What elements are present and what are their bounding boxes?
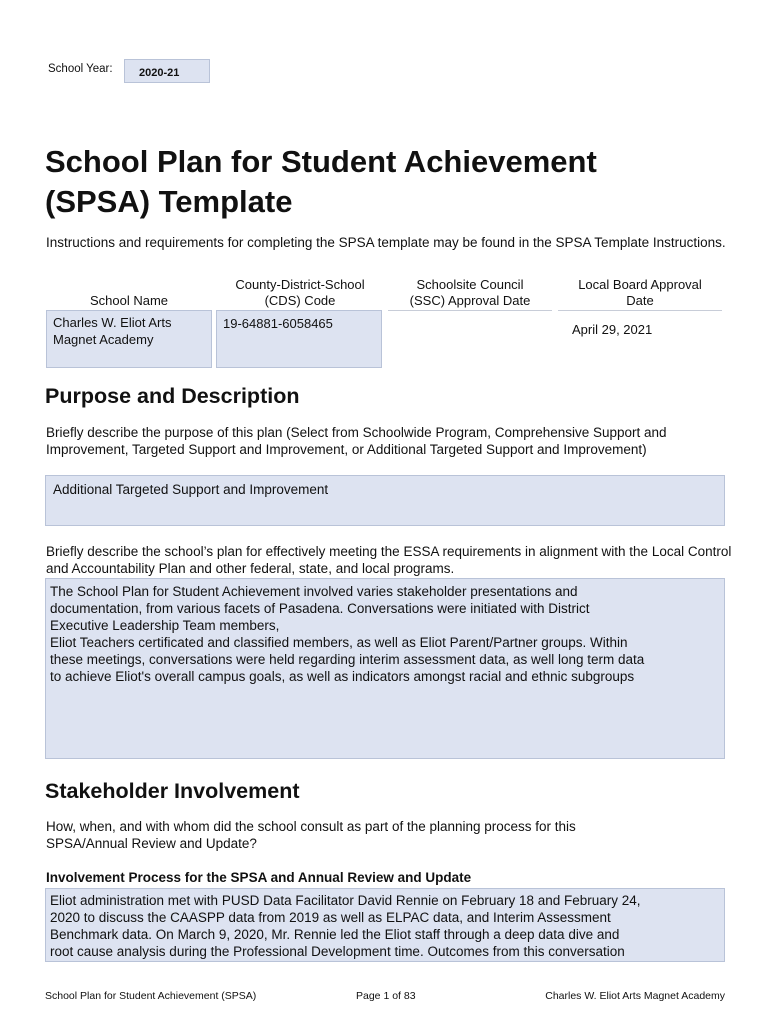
involvement-answer-field[interactable]: [45, 888, 725, 962]
ssc-date-field[interactable]: [388, 310, 552, 368]
header-cds-line-2: (CDS) Code: [264, 293, 336, 308]
school-name-field[interactable]: Charles W. Eliot Arts Magnet Academy: [46, 310, 212, 368]
header-cds-code: [216, 277, 384, 309]
header-ssc-date: [388, 277, 552, 309]
school-year-label: School Year:: [48, 63, 113, 75]
title-line-1: School Plan for Student Achievement: [45, 144, 597, 179]
header-underline: [558, 310, 722, 311]
header-local-board-date: [558, 277, 722, 309]
cds-code-field[interactable]: 19-64881-6058465: [216, 310, 382, 368]
instructions-text: Instructions and requirements for completing the SPSA template may be found in the SPSA Template Instructions.: [46, 235, 726, 250]
stakeholder-question: How, when, and with whom did the school consult as part of the planning process for this SPSA/Annual Review and Update?: [46, 819, 576, 851]
answer-line: Eliot administration met with PUSD Data Facilitator David Rennie on February 18 and February 24,: [50, 893, 641, 908]
answer-line: to achieve Eliot's overall campus goals, as well as indicators amongst racial and ethnic subgroups: [50, 669, 635, 684]
essa-answer-field[interactable]: [45, 578, 725, 759]
header-cds-line-1: County-District-School: [235, 277, 365, 292]
header-lb-line-2: Date: [626, 293, 654, 308]
answer-line: Benchmark data. On March 9, 2020, Mr. Rennie led the Eliot staff through a deep data dive and: [50, 927, 620, 942]
header-school-name: School Name: [89, 293, 169, 308]
purpose-heading: Purpose and Description: [45, 384, 300, 408]
title-line-2: (SPSA) Template: [45, 184, 293, 219]
purpose-answer-field[interactable]: Additional Targeted Support and Improvement: [45, 475, 725, 526]
footer-left: School Plan for Student Achievement (SPSA): [45, 990, 257, 1002]
answer-line: these meetings, conversations were held regarding interim assessment data, as well long term data: [50, 652, 645, 667]
answer-line: 2020 to discuss the CAASPP data from 2019 as well as ELPAC data, and Interim Assessment: [50, 910, 611, 925]
footer-page-number: Page 1 of 83: [356, 990, 416, 1002]
header-ssc-line-2: (SSC) Approval Date: [409, 293, 531, 308]
school-year-field[interactable]: 2020-21: [124, 59, 210, 83]
purpose-question: Briefly describe the purpose of this plan (Select from Schoolwide Program, Comprehensive Support and Improvement, Targeted Support and Improvement, or Additional Targeted Support and Improvement): [46, 425, 667, 457]
answer-line: root cause analysis during the Professional Development time. Outcomes from this conversation: [50, 944, 625, 959]
answer-line: Executive Leadership Team members,: [50, 618, 280, 633]
local-board-date-field[interactable]: April 29, 2021: [572, 322, 653, 337]
answer-line: The School Plan for Student Achievement involved varies stakeholder presentations and: [50, 584, 578, 599]
essa-question: Briefly describe the school’s plan for effectively meeting the ESSA requirements in alignment with the Local Control and Accountability Plan and other federal, state, and local programs.: [46, 544, 732, 576]
page-title: [45, 142, 745, 222]
footer-right: Charles W. Eliot Arts Magnet Academy: [545, 990, 725, 1002]
involvement-subheading: Involvement Process for the SPSA and Annual Review and Update: [46, 870, 472, 885]
stakeholder-heading: Stakeholder Involvement: [45, 779, 300, 803]
header-lb-line-1: Local Board Approval: [578, 277, 702, 292]
header-ssc-line-1: Schoolsite Council: [416, 277, 524, 292]
answer-line: Eliot Teachers certificated and classified members, as well as Eliot Parent/Partner groups. Within: [50, 635, 628, 650]
answer-line: documentation, from various facets of Pasadena. Conversations were initiated with District: [50, 601, 590, 616]
